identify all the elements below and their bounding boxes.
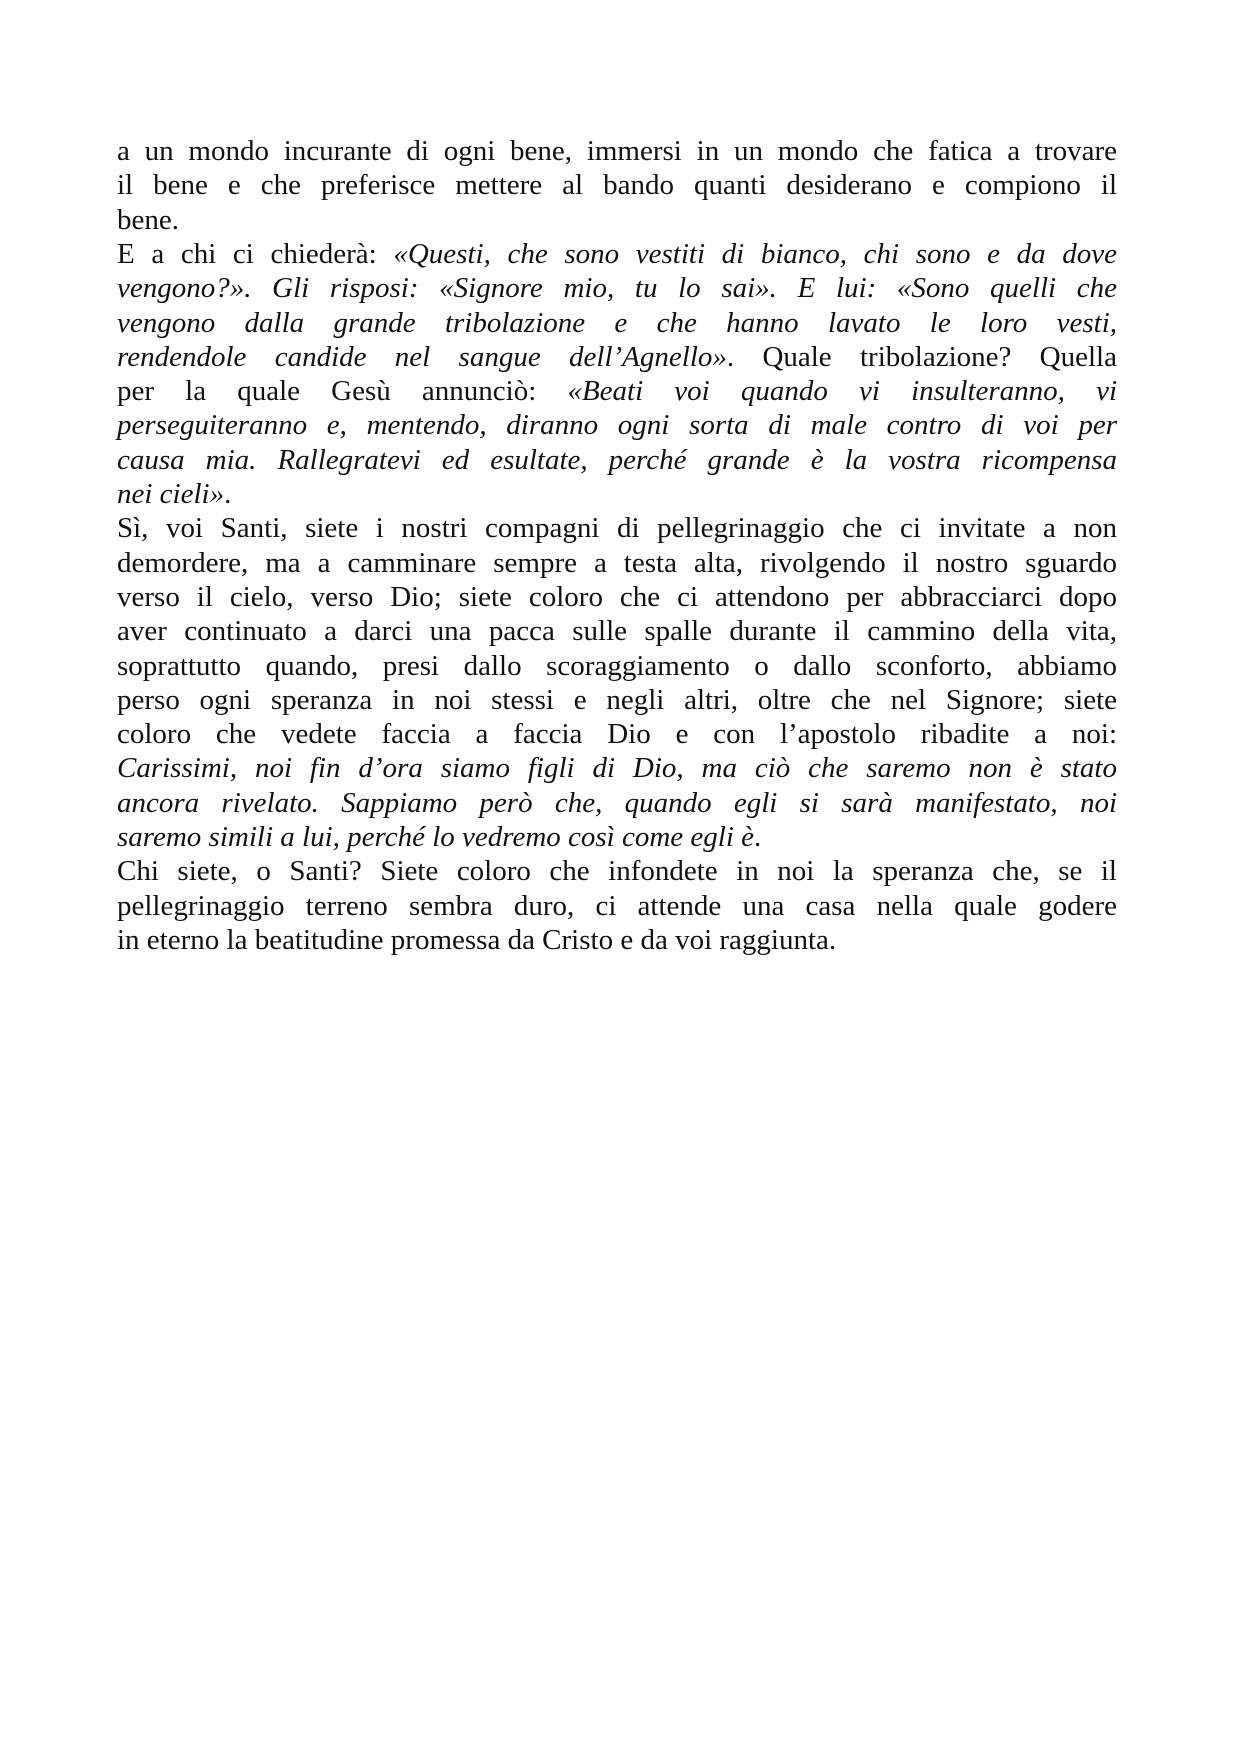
text-line [117,374,1117,408]
text-line-content [117,477,231,511]
text-line-content [117,237,1117,271]
text-line [117,546,1117,580]
italic-quote-text: causa mia. Rallegratevi ed esultate, perché grande è la vostra ricompensa [117,443,1117,476]
text-line [117,408,1117,442]
body-text: pellegrinaggio terreno sembra duro, ci attende una casa nella quale godere [117,889,1117,922]
text-line-content [117,854,1117,888]
body-text: in eterno la beatitudine promessa da Cristo e da voi raggiunta. [117,923,837,956]
text-line [117,751,1117,785]
text-line-content [117,580,1117,614]
text-line [117,340,1117,374]
italic-quote-text: vengono?». Gli risposi: «Signore mio, tu lo sai». E lui: «Sono quelli che [117,272,1117,305]
body-text: a un mondo incurante di ogni bene, immersi in un mondo che fatica a trovare [117,135,1117,167]
text-line [117,854,1117,888]
text-line [117,477,1117,511]
text-line [117,786,1117,820]
italic-quote-text: nei cieli» [117,478,225,510]
text-line [117,237,1117,271]
body-text: Sì, voi Santi, siete i nostri compagni di pellegrinaggio che ci invitate a non [117,512,1117,545]
text-line-content [117,306,1117,340]
text-line-content [117,374,1117,408]
text-line [117,203,1117,237]
text-line-content [117,649,1117,683]
text-line [117,271,1117,305]
text-line [117,889,1117,923]
body-text: Chi siete, o Santi? Siete coloro che infondete in noi la speranza che, se il [117,855,1117,888]
body-text: perso ogni speranza in noi stessi e negli altri, oltre che nel Signore; siete [117,683,1117,716]
text-line [117,820,1117,854]
text-line-content [117,614,1117,648]
text-line-content [117,203,179,237]
body-text: bene. [117,203,179,236]
text-line-content [117,889,1117,923]
body-text: . [224,478,232,510]
text-line [117,134,1117,168]
text-line-content [117,511,1117,545]
text-line-content [117,408,1117,442]
text-line [117,511,1117,545]
text-line-content [117,443,1117,477]
body-text: per la quale Gesù annunciò: [117,375,568,408]
text-line-content [117,134,1117,168]
italic-quote-text: Carissimi, noi fin d’ora siamo figli di Dio, ma ciò che saremo non è stato [117,752,1117,785]
body-text: . Quale tribolazione? Quella [726,340,1117,373]
text-line-content [117,683,1117,717]
body-text: E a chi ci chiederà: [117,237,394,270]
body-text: soprattutto quando, presi dallo scoraggiamento o dallo sconforto, abbiamo [117,649,1117,682]
italic-quote-text: «Beati voi quando vi insulteranno, vi [567,375,1117,408]
italic-quote-text: rendendole candide nel sangue dell’Agnello» [117,340,727,373]
text-line [117,614,1117,648]
text-line [117,306,1117,340]
text-line [117,168,1117,202]
text-line-content [117,751,1117,785]
text-line-content [117,820,761,854]
body-text: demordere, ma a camminare sempre a testa alta, rivolgendo il nostro sguardo [117,546,1117,579]
body-text: verso il cielo, verso Dio; siete coloro che ci attendono per abbracciarci dopo [117,580,1117,613]
body-text: aver continuato a darci una pacca sulle spalle durante il cammino della vita, [117,615,1117,648]
italic-quote-text: perseguiteranno e, mentendo, diranno ogni sorta di male contro di voi per [117,409,1117,442]
text-line [117,683,1117,717]
body-text: il bene e che preferisce mettere al bando quanti desiderano e compiono il [117,169,1117,202]
text-line-content [117,340,1117,374]
text-line [117,580,1117,614]
body-text: coloro che vedete faccia a faccia Dio e con l’apostolo ribadite a noi: [117,718,1117,751]
text-line-content [117,271,1117,305]
text-line-content [117,923,836,957]
text-line-content [117,717,1117,751]
italic-quote-text: ancora rivelato. Sappiamo però che, quando egli si sarà manifestato, noi [117,786,1117,819]
text-line [117,443,1117,477]
text-line [117,717,1117,751]
text-line [117,649,1117,683]
body-text: . [754,821,762,853]
italic-quote-text: saremo simili a lui, perché lo vedremo così come egli è [117,821,755,853]
text-line-content [117,546,1117,580]
italic-quote-text: vengono dalla grande tribolazione e che hanno lavato le loro vesti, [117,306,1117,339]
text-line-content [117,168,1117,202]
text-line-content [117,786,1117,820]
text-line [117,923,1117,957]
italic-quote-text: «Questi, che sono vestiti di bianco, chi sono e da dove [393,237,1117,270]
